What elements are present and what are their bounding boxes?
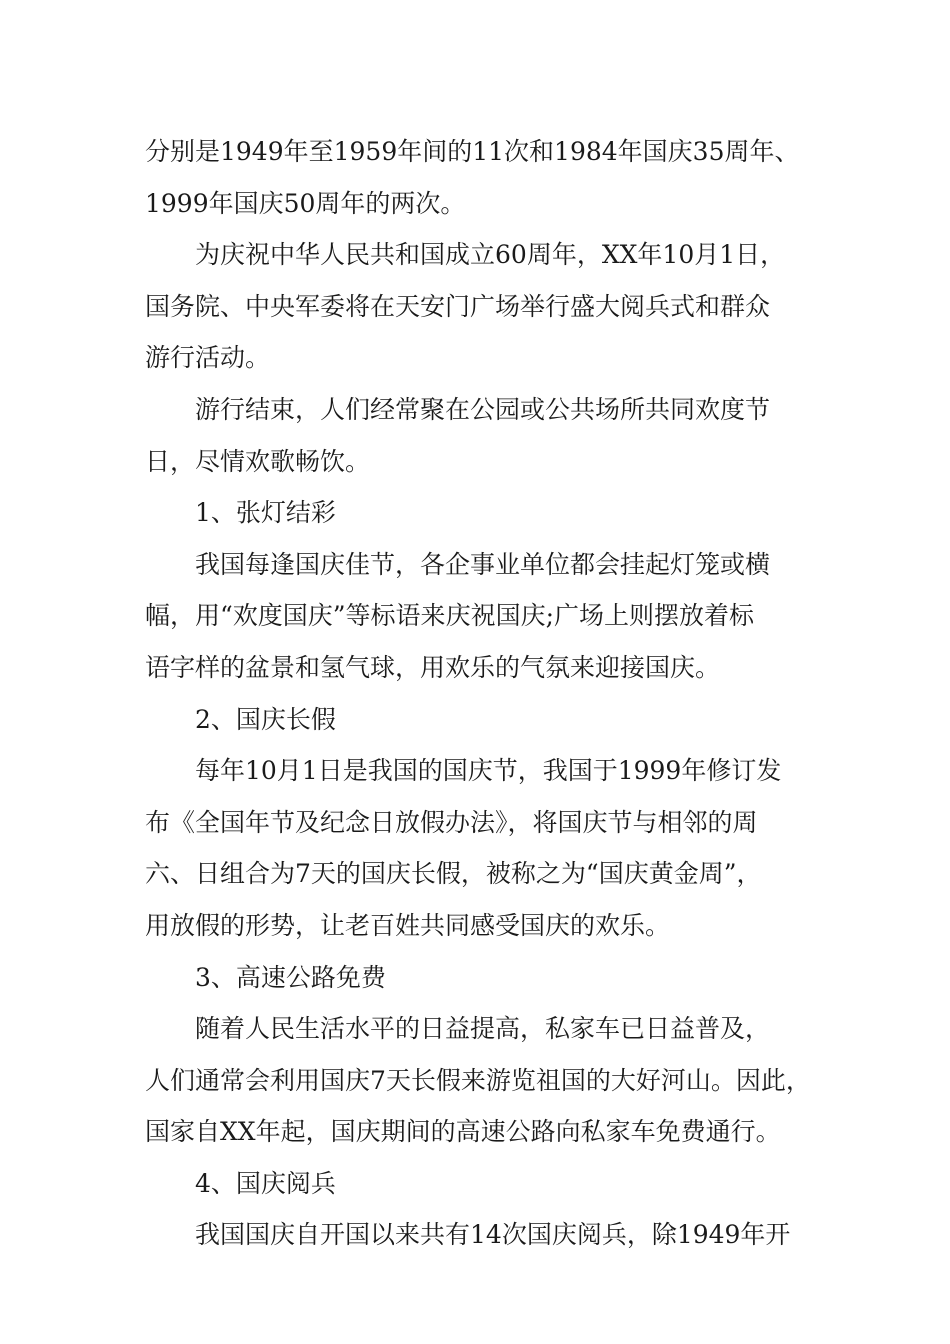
section-heading: 4、国庆阅兵 <box>195 1168 336 1198</box>
text-line: 每年10月1日是我国的国庆节，我国于1999年修订发 <box>195 756 782 786</box>
text-line: 人们通常会利用国庆7天长假来游览祖国的大好河山。因此， <box>145 1065 811 1095</box>
section-heading: 1、张灯结彩 <box>195 498 336 528</box>
text-line: 为庆祝中华人民共和国成立60周年，XX年10月1日， <box>195 240 786 270</box>
text-line: 用放假的形势，让老百姓共同感受国庆的欢乐。 <box>145 910 671 940</box>
text-line: 我国每逢国庆佳节，各企事业单位都会挂起灯笼或横 <box>195 549 771 579</box>
text-line: 游行结束，人们经常聚在公园或公共场所共同欢度节 <box>195 394 771 424</box>
text-line: 我国国庆自开国以来共有14次国庆阅兵，除1949年开 <box>195 1220 791 1250</box>
text-line: 布《全国年节及纪念日放假办法》，将国庆节与相邻的周 <box>145 807 758 837</box>
section-heading: 2、国庆长假 <box>195 704 336 734</box>
text-line: 语字样的盆景和氢气球，用欢乐的气氛来迎接国庆。 <box>145 652 721 682</box>
text-line: 日，尽情欢歌畅饮。 <box>145 446 371 476</box>
document-body <box>145 126 835 1261</box>
text-line: 六、日组合为7天的国庆长假，被称之为“国庆黄金周”， <box>145 859 762 889</box>
text-line: 随着人民生活水平的日益提高，私家车已日益普及， <box>195 1014 771 1044</box>
text-line: 国家自XX年起，国庆期间的高速公路向私家车免费通行。 <box>145 1117 781 1147</box>
text-line: 分别是1949年至1959年间的11次和1984年国庆35周年、 <box>145 137 800 166</box>
text-line: 1999年国庆50周年的两次。 <box>145 188 466 218</box>
text-line: 游行活动。 <box>145 343 271 373</box>
section-heading: 3、高速公路免费 <box>195 962 386 992</box>
text-line: 国务院、中央军委将在天安门广场举行盛大阅兵式和群众 <box>145 291 771 321</box>
text-line: 幅，用“欢度国庆”等标语来庆祝国庆;广场上则摆放着标 <box>145 601 754 631</box>
